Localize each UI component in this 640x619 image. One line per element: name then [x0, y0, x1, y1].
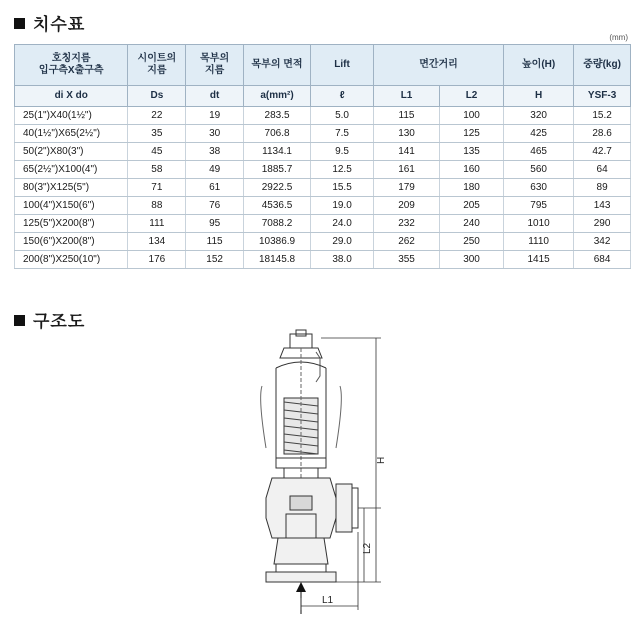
- table-cell: 38: [186, 143, 244, 161]
- valve-structure-diagram: [236, 328, 406, 618]
- structure-section-title: [14, 307, 85, 332]
- inlet-flange: [266, 572, 336, 582]
- table-cell: 150(6")X200(8"): [15, 233, 128, 251]
- square-bullet-icon: [14, 315, 25, 326]
- label-h: H: [376, 456, 387, 464]
- header-seat-diameter: 시이트의 지름: [128, 45, 186, 86]
- header-size: 호칭지름 입구측X출구측: [15, 45, 128, 86]
- table-cell: 22: [128, 107, 186, 125]
- table-cell: 15.5: [311, 179, 374, 197]
- table-cell: 706.8: [244, 125, 311, 143]
- table-cell: 5.0: [311, 107, 374, 125]
- subheader-area: a(mm²): [244, 86, 311, 107]
- subheader-height: H: [504, 86, 574, 107]
- table-cell: 200(8")X250(10"): [15, 251, 128, 269]
- structure-title-text: 구조도: [33, 312, 86, 332]
- table-cell: 143: [574, 197, 631, 215]
- table-cell: 262: [374, 233, 440, 251]
- table-row: [15, 215, 631, 233]
- table-cell: 45: [128, 143, 186, 161]
- valve-disc: [290, 496, 312, 510]
- outlet-flange-face: [352, 488, 358, 528]
- table-cell: 300: [440, 251, 504, 269]
- label-l1: L1: [322, 595, 334, 606]
- table-cell: 1110: [504, 233, 574, 251]
- dimensions-title-text: 치수표: [33, 15, 86, 35]
- header-throat-diameter: 목부의 지름: [186, 45, 244, 86]
- table-cell: 19: [186, 107, 244, 125]
- table-cell: 71: [128, 179, 186, 197]
- table-cell: 795: [504, 197, 574, 215]
- table-cell: 1885.7: [244, 161, 311, 179]
- dimensions-section-title: [14, 10, 85, 35]
- table-cell: 42.7: [574, 143, 631, 161]
- table-cell: 9.5: [311, 143, 374, 161]
- table-cell: 355: [374, 251, 440, 269]
- table-row: [15, 107, 631, 125]
- table-cell: 30: [186, 125, 244, 143]
- subheader-l2: L2: [440, 86, 504, 107]
- table-cell: 80(3")X125(5"): [15, 179, 128, 197]
- subheader-throat: dt: [186, 86, 244, 107]
- table-row: [15, 179, 631, 197]
- table-row: [15, 197, 631, 215]
- table-cell: 2922.5: [244, 179, 311, 197]
- table-cell: 64: [574, 161, 631, 179]
- table-cell: 135: [440, 143, 504, 161]
- header-lift: Lift: [311, 45, 374, 86]
- inlet-arrow-icon: [296, 582, 306, 592]
- table-cell: 425: [504, 125, 574, 143]
- table-cell: 465: [504, 143, 574, 161]
- table-cell: 176: [128, 251, 186, 269]
- table-cell: 111: [128, 215, 186, 233]
- table-row: [15, 143, 631, 161]
- inlet-neck: [276, 564, 326, 572]
- table-cell: 50(2")X80(3"): [15, 143, 128, 161]
- table-cell: 35: [128, 125, 186, 143]
- table-cell: 630: [504, 179, 574, 197]
- table-cell: 1010: [504, 215, 574, 233]
- table-cell: 25(1")X40(1½"): [15, 107, 128, 125]
- table-row: [15, 233, 631, 251]
- table-cell: 88: [128, 197, 186, 215]
- table-cell: 160: [440, 161, 504, 179]
- table-cell: 209: [374, 197, 440, 215]
- table-cell: 89: [574, 179, 631, 197]
- table-cell: 125(5")X200(8"): [15, 215, 128, 233]
- subheader-lift: ℓ: [311, 86, 374, 107]
- table-cell: 283.5: [244, 107, 311, 125]
- unit-label: (mm): [609, 33, 628, 42]
- header-face-distance: 면간거리: [374, 45, 504, 86]
- table-cell: 180: [440, 179, 504, 197]
- table-cell: 18145.8: [244, 251, 311, 269]
- table-cell: 290: [574, 215, 631, 233]
- table-cell: 161: [374, 161, 440, 179]
- table-cell: 125: [440, 125, 504, 143]
- table-cell: 7088.2: [244, 215, 311, 233]
- table-cell: 100: [440, 107, 504, 125]
- table-cell: 134: [128, 233, 186, 251]
- table-cell: 141: [374, 143, 440, 161]
- table-cell: 7.5: [311, 125, 374, 143]
- table-cell: 76: [186, 197, 244, 215]
- table-cell: 684: [574, 251, 631, 269]
- header-throat-area: 목부의 면적: [244, 45, 311, 86]
- table-cell: 10386.9: [244, 233, 311, 251]
- square-bullet-icon: [14, 18, 25, 29]
- table-cell: 29.0: [311, 233, 374, 251]
- table-cell: 38.0: [311, 251, 374, 269]
- header-weight: 중량(kg): [574, 45, 631, 86]
- table-cell: 115: [186, 233, 244, 251]
- table-cell: 65(2½")X100(4"): [15, 161, 128, 179]
- table-cell: 115: [374, 107, 440, 125]
- header-height: 높이(H): [504, 45, 574, 86]
- table-row: [15, 125, 631, 143]
- table-cell: 205: [440, 197, 504, 215]
- table-cell: 130: [374, 125, 440, 143]
- table-cell: 1415: [504, 251, 574, 269]
- table-cell: 28.6: [574, 125, 631, 143]
- table-cell: 100(4")X150(6"): [15, 197, 128, 215]
- table-cell: 61: [186, 179, 244, 197]
- table-cell: 232: [374, 215, 440, 233]
- table-cell: 152: [186, 251, 244, 269]
- lower-body: [274, 538, 328, 564]
- table-row: [15, 251, 631, 269]
- table-row: [15, 161, 631, 179]
- table-cell: 240: [440, 215, 504, 233]
- table-cell: 1134.1: [244, 143, 311, 161]
- outlet-flange: [336, 484, 352, 532]
- subheader-l1: L1: [374, 86, 440, 107]
- table-cell: 179: [374, 179, 440, 197]
- valve-cap-top: [296, 330, 306, 336]
- table-cell: 560: [504, 161, 574, 179]
- table-cell: 40(1½")X65(2½"): [15, 125, 128, 143]
- table-body: [15, 107, 631, 269]
- table-cell: 250: [440, 233, 504, 251]
- table-cell: 24.0: [311, 215, 374, 233]
- table-cell: 320: [504, 107, 574, 125]
- table-cell: 49: [186, 161, 244, 179]
- subheader-weight: YSF-3: [574, 86, 631, 107]
- table-cell: 12.5: [311, 161, 374, 179]
- table-cell: 342: [574, 233, 631, 251]
- subheader-size: di X do: [15, 86, 128, 107]
- dimension-table: [14, 44, 631, 269]
- table-cell: 19.0: [311, 197, 374, 215]
- subheader-seat: Ds: [128, 86, 186, 107]
- valve-lever: [316, 352, 320, 382]
- label-l2: L2: [362, 542, 373, 554]
- table-cell: 58: [128, 161, 186, 179]
- table-cell: 15.2: [574, 107, 631, 125]
- table-cell: 4536.5: [244, 197, 311, 215]
- table-cell: 95: [186, 215, 244, 233]
